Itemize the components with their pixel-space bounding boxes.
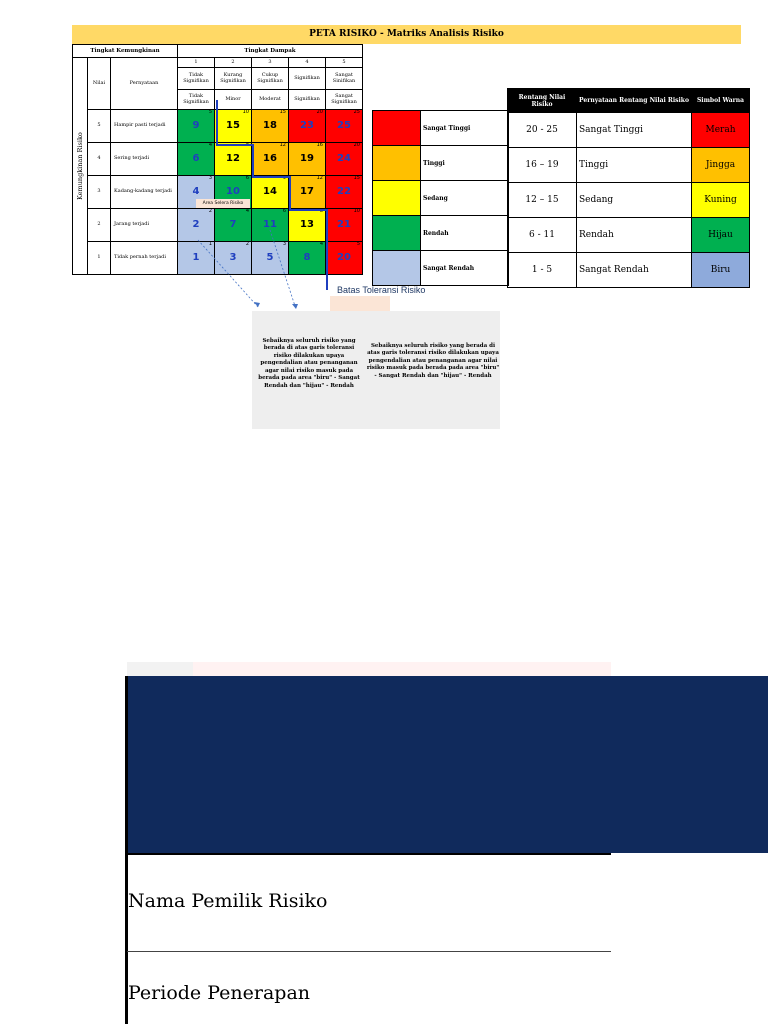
form-top-strip-left (127, 662, 193, 676)
cell-base-value: 2 (208, 208, 212, 214)
legend-symbol: Merah (692, 113, 750, 148)
legend-row (508, 253, 750, 288)
form-header-block (127, 676, 768, 853)
likelihood-statement: Jarang terjadi (111, 209, 178, 242)
cell-base-value: 15 (279, 109, 286, 115)
legend-symbol: Jingga (692, 148, 750, 183)
owner-label: Nama Pemilik Risiko (128, 890, 328, 912)
cell-score: 11 (263, 219, 277, 231)
cell-score: 17 (300, 186, 314, 198)
col-pernyataan-header: Pernyataan (111, 58, 178, 110)
cell-base-value: 6 (282, 208, 286, 214)
impact-num-4: 4 (289, 58, 326, 68)
cell-score: 22 (337, 186, 351, 198)
impact-num-1: 1 (178, 58, 215, 68)
form-left-border (125, 676, 128, 1024)
legend-header-statement: Pernyataan Rentang Nilai Risiko (577, 89, 692, 113)
period-label: Periode Penerapan (128, 982, 311, 1004)
impact-short-1: Tidak Signifikan (178, 90, 215, 110)
legend-header-symbol: Simbol Warna (692, 89, 750, 113)
cell-score: 24 (337, 153, 351, 165)
cell-score: 20 (337, 252, 351, 264)
legend-table (507, 88, 750, 288)
impact-short-3: Moderat (252, 90, 289, 110)
form-divider-2 (127, 951, 611, 952)
legend-swatch (373, 111, 421, 146)
legend-statement: Sangat Rendah (577, 253, 692, 288)
note-tab (330, 296, 390, 312)
cell-base-value: 20 (353, 142, 360, 148)
legend-statement: Tinggi (577, 148, 692, 183)
legend-statement: Sedang (577, 183, 692, 218)
legend-range: 1 - 5 (508, 253, 577, 288)
legend-swatch-label: Sedang (421, 181, 509, 216)
likelihood-statement: Tidak pernah terjadi (111, 242, 178, 275)
cell-score: 13 (300, 219, 314, 231)
cell-score: 10 (226, 186, 240, 198)
cell-base-value: 16 (316, 142, 323, 148)
cell-base-value: 2 (245, 241, 249, 247)
map-title: PETA RISIKO - Matriks Analisis Risiko (72, 25, 741, 44)
cell-score: 1 (192, 252, 200, 264)
legend-range: 6 - 11 (508, 218, 577, 253)
cell-base-value: 8 (245, 142, 249, 148)
cell-base-value: 9 (282, 175, 286, 181)
impact-num-2: 2 (215, 58, 252, 68)
cell-score: 12 (226, 153, 240, 165)
cell-base-value: 3 (208, 175, 212, 181)
impact-num-5: 5 (326, 58, 363, 68)
legend-symbol: Kuning (692, 183, 750, 218)
cell-base-value: 5 (208, 109, 212, 115)
tolerance-line (217, 100, 327, 290)
appetite-area-label: Area Selera Risiko (196, 199, 250, 208)
legend-swatch (373, 181, 421, 216)
tolerance-label: Batas Toleransi Risiko (337, 285, 426, 295)
likelihood-value: 2 (88, 209, 111, 242)
legend-row (508, 183, 750, 218)
cell-base-value: 4 (245, 208, 249, 214)
note-text-2: Sebaiknya seluruh risiko yang berada di atas garis toleransi risiko dilakukan upaya pengendalian atau penanganan agar nilai risiko masuk pada berada pada area "biru" - Sangat Rendah dan "hijau" - Rendah (366, 343, 500, 379)
likelihood-statement: Kadang-kadang terjadi (111, 176, 178, 209)
col-nilai-header: Nilai (88, 58, 111, 110)
note-box (252, 311, 500, 429)
legend-statement: Rendah (577, 218, 692, 253)
legend-row (508, 148, 750, 183)
impact-header: Tingkat Dampak (178, 45, 363, 58)
impact-desc-2: Kurang Signifikan (215, 68, 252, 90)
cell-score: 23 (300, 120, 314, 132)
cell-base-value: 6 (245, 175, 249, 181)
likelihood-value: 1 (88, 242, 111, 275)
legend-symbol: Hijau (692, 218, 750, 253)
legend-range: 20 - 25 (508, 113, 577, 148)
arrow-line-1 (198, 240, 258, 307)
cell-score: 21 (337, 219, 351, 231)
cell-score: 19 (300, 153, 314, 165)
cell-base-value: 20 (316, 109, 323, 115)
impact-desc-1: Tidak Signifikan (178, 68, 215, 90)
legend-swatch-row (373, 181, 509, 216)
likelihood-value: 4 (88, 143, 111, 176)
impact-short-4: Signifikan (289, 90, 326, 110)
cell-base-value: 8 (319, 208, 323, 214)
likelihood-value: 5 (88, 110, 111, 143)
cell-score: 5 (266, 252, 274, 264)
arrow-head-2 (292, 304, 298, 309)
legend-row (508, 218, 750, 253)
cell-score: 4 (192, 186, 200, 198)
cell-base-value: 3 (282, 241, 286, 247)
cell-base-value: 12 (279, 142, 286, 148)
form-divider-1 (127, 853, 611, 855)
cell-score: 7 (229, 219, 237, 231)
legend-symbol: Biru (692, 253, 750, 288)
impact-short-2: Minor (215, 90, 252, 110)
impact-desc-4: Signifikan (289, 68, 326, 90)
cell-base-value: 10 (242, 109, 249, 115)
cell-base-value: 15 (353, 175, 360, 181)
legend-swatch-row (373, 216, 509, 251)
legend-swatch (373, 216, 421, 251)
legend-range: 16 – 19 (508, 148, 577, 183)
legend-row (508, 113, 750, 148)
cell-base-value: 10 (353, 208, 360, 214)
legend-swatch-label: Sangat Tinggi (421, 111, 509, 146)
cell-score: 14 (263, 186, 277, 198)
likelihood-statement: Sering terjadi (111, 143, 178, 176)
legend-range: 12 – 15 (508, 183, 577, 218)
impact-short-5: Sangat Signifikan (326, 90, 363, 110)
cell-score: 16 (263, 153, 277, 165)
form-top-strip (127, 662, 611, 676)
cell-score: 25 (337, 120, 351, 132)
legend-statement: Sangat Tinggi (577, 113, 692, 148)
legend-swatches (372, 110, 509, 286)
likelihood-header: Tingkat Kemungkinan (73, 45, 178, 58)
likelihood-statement: Hampir pasti terjadi (111, 110, 178, 143)
cell-base-value: 4 (319, 241, 323, 247)
cell-score: 3 (229, 252, 237, 264)
cell-score: 18 (263, 120, 277, 132)
cell-score: 15 (226, 120, 240, 132)
legend-swatch-row (373, 146, 509, 181)
legend-swatch (373, 251, 421, 286)
legend-swatch-row (373, 111, 509, 146)
impact-desc-3: Cukup Signifikan (252, 68, 289, 90)
arrow-line-2 (270, 230, 296, 309)
legend-swatch (373, 146, 421, 181)
note-text-1: Sebaiknya seluruh risiko yang berada di atas garis toleransi risiko dilakukan upaya pengendalian atau penanganan agar nilai risiko masuk pada berada pada area "biru" - Sangat Rendah dan "hijau" - Rendah (258, 338, 360, 389)
legend-swatch-label: Rendah (421, 216, 509, 251)
impact-desc-5: Sangat Sinifikan (326, 68, 363, 90)
cell-base-value: 12 (316, 175, 323, 181)
cell-base-value: 5 (356, 241, 360, 247)
cell-score: 9 (192, 120, 200, 132)
likelihood-value: 3 (88, 176, 111, 209)
cell-score: 8 (303, 252, 311, 264)
cell-base-value: 25 (353, 109, 360, 115)
cell-base-value: 1 (208, 241, 212, 247)
legend-header-range: Rentang Nilai Risiko (508, 89, 577, 113)
impact-num-3: 3 (252, 58, 289, 68)
cell-score: 6 (192, 153, 200, 165)
legend-swatch-label: Tinggi (421, 146, 509, 181)
side-label: Kemungkinan Risiko (76, 132, 84, 200)
cell-score: 2 (192, 219, 200, 231)
legend-swatch-label: Sangat Rendah (421, 251, 509, 286)
legend-swatch-row (373, 251, 509, 286)
cell-base-value: 4 (208, 142, 212, 148)
